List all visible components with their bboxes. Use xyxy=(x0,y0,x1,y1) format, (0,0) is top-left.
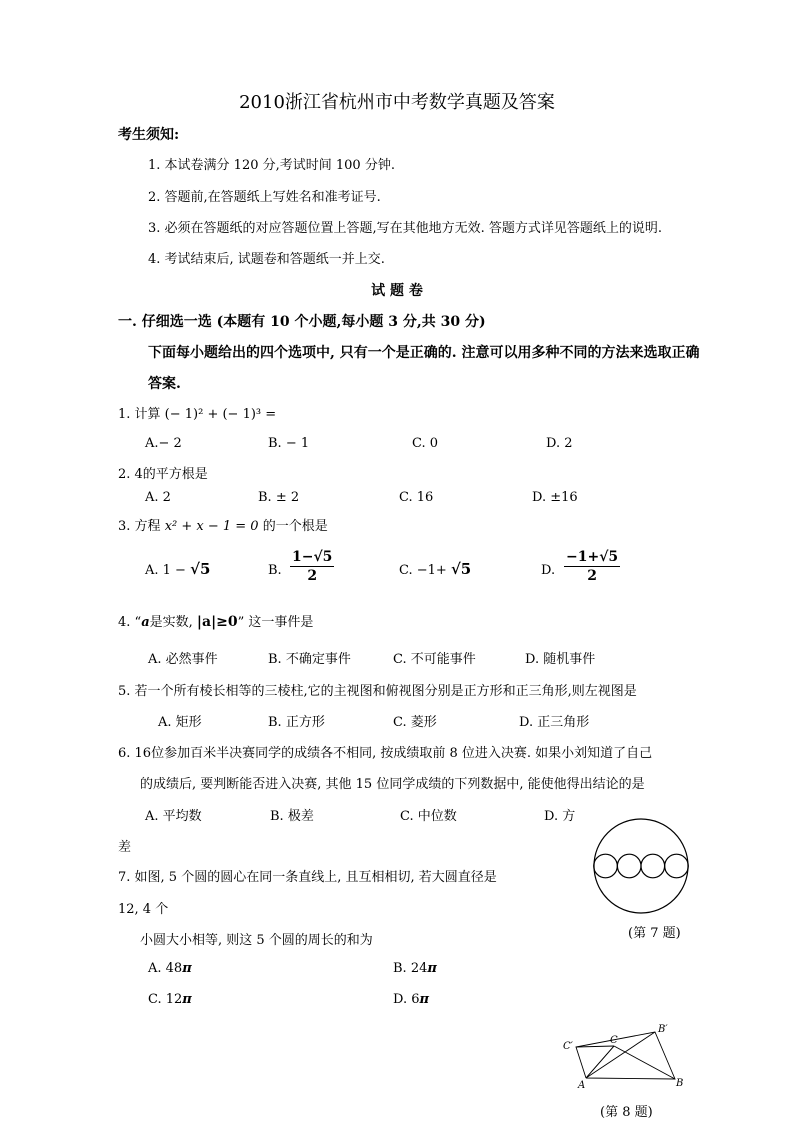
q3-option-c-sqrt: √5 xyxy=(450,560,472,578)
q7-small-circle xyxy=(594,854,618,878)
q7-stem-line1: 7. 如图, 5 个圆的圆心在同一条直线上, 且互相相切, 若大圆直径是 xyxy=(118,870,497,885)
q4-stem-math: |a|≥0 xyxy=(196,614,238,630)
pi-symbol: π xyxy=(427,961,437,976)
q3-option-b-label: B. xyxy=(268,563,282,578)
q8-figure-caption: (第 8 题) xyxy=(600,1105,653,1120)
q7-option-b xyxy=(393,961,437,976)
notice-item-3: 3. 必须在答题纸的对应答题位置上答题,写在其他地方无效. 答题方式详见答题纸上的说明. xyxy=(148,221,663,236)
q7-figure xyxy=(590,818,700,918)
q6-option-b: B. 极差 xyxy=(270,809,314,824)
q3-option-b-denominator: 2 xyxy=(307,568,318,584)
q5-option-c: C. 菱形 xyxy=(393,715,437,730)
q7-option-c xyxy=(148,992,192,1007)
pi-symbol: π xyxy=(182,992,192,1007)
q2-option-b: B. ± 2 xyxy=(258,490,300,505)
q4-stem-prefix: 4. “ xyxy=(118,615,142,630)
q7-stem-line2: 12, 4 个 xyxy=(118,902,169,917)
q6-stem-line2: 的成绩后, 要判断能否进入决赛, 其他 15 位同学成绩的下列数据中, 能使他得出结论的是 xyxy=(140,777,645,792)
q5-option-a: A. 矩形 xyxy=(158,715,202,730)
q4-stem xyxy=(118,611,313,630)
q3-option-b-fraction xyxy=(290,549,334,584)
notice-item-4: 4. 考试结束后, 试题卷和答题纸一并上交. xyxy=(148,252,385,267)
q7-option-d xyxy=(393,992,429,1007)
q3-option-d-denominator: 2 xyxy=(587,568,597,584)
q3-option-d-numerator: −1+√5 xyxy=(566,549,619,565)
q7-option-a xyxy=(148,961,192,976)
q1-option-d: D. 2 xyxy=(546,436,573,451)
q8-figure xyxy=(560,1020,690,1095)
q7-option-c-prefix: C. 12 xyxy=(148,992,183,1007)
q7-small-circle xyxy=(665,854,689,878)
q4-option-d: D. 随机事件 xyxy=(525,652,596,667)
q8-label-b: B xyxy=(676,1078,684,1089)
section-heading: 一. 仔细选一选 (本题有 10 个小题,每小题 3 分,共 30 分) xyxy=(118,314,486,330)
q1-stem: 1. 计算 (− 1)² + (− 1)³ = xyxy=(118,407,277,422)
q4-stem-variable: a xyxy=(141,615,150,630)
q1-option-a: A.− 2 xyxy=(145,436,182,451)
q5-option-d: D. 正三角形 xyxy=(519,715,590,730)
section-instruction-line1: 下面每小题给出的四个选项中, 只有一个是正确的. 注意可以用多种不同的方法来选取正确 xyxy=(148,345,700,361)
q7-small-circle xyxy=(617,854,641,878)
q8-label-c-prime: C′ xyxy=(563,1041,573,1052)
q4-stem-suffix: ” 这一事件是 xyxy=(237,615,314,630)
notice-item-2: 2. 答题前,在答题纸上写姓名和准考证号. xyxy=(148,190,381,205)
q4-stem-mid: 是实数, xyxy=(149,615,193,630)
q1-option-c: C. 0 xyxy=(412,436,439,451)
q3-option-d-fraction xyxy=(564,549,620,584)
q5-stem: 5. 若一个所有棱长相等的三棱柱,它的主视图和俯视图分别是正方形和正三角形,则左视图是 xyxy=(118,684,637,699)
q7-option-d-prefix: D. 6 xyxy=(393,992,420,1007)
q3-option-c-prefix: C. −1+ xyxy=(399,563,447,578)
q3-stem xyxy=(118,515,328,534)
q6-option-d: D. 方 xyxy=(544,809,576,824)
q3-stem-prefix: 3. 方程 xyxy=(118,519,161,534)
notice-heading: 考生须知: xyxy=(118,127,180,143)
q7-option-b-prefix: B. 24 xyxy=(393,961,428,976)
q3-option-b-numerator: 1−√5 xyxy=(292,549,333,565)
q6-option-c: C. 中位数 xyxy=(400,809,457,824)
q2-option-a: A. 2 xyxy=(145,490,171,505)
q2-option-d: D. ±16 xyxy=(532,490,578,505)
page-title: 2010浙江省杭州市中考数学真题及答案 xyxy=(239,92,555,113)
q8-label-b-prime: B′ xyxy=(658,1024,668,1035)
q5-option-b: B. 正方形 xyxy=(268,715,325,730)
q4-option-b: B. 不确定事件 xyxy=(268,652,351,667)
q2-option-c: C. 16 xyxy=(399,490,434,505)
q3-option-a-prefix: A. 1 − xyxy=(145,563,186,578)
q3-stem-equation: x² + x − 1 = 0 xyxy=(164,519,259,534)
pi-symbol: π xyxy=(182,961,192,976)
q7-option-a-prefix: A. 48 xyxy=(148,961,183,976)
q8-label-c: C xyxy=(610,1035,618,1046)
q7-stem-line3: 小圆大小相等, 则这 5 个圆的周长的和为 xyxy=(140,933,373,948)
q3-stem-suffix: 的一个根是 xyxy=(262,519,328,534)
q7-small-circle xyxy=(641,854,665,878)
q3-option-a-sqrt: √5 xyxy=(190,560,211,578)
q6-option-a: A. 平均数 xyxy=(145,809,202,824)
q4-option-c: C. 不可能事件 xyxy=(393,652,476,667)
section-instruction-line2: 答案. xyxy=(148,376,181,392)
q3-option-d-label: D. xyxy=(541,563,556,578)
q3-option-a xyxy=(145,560,210,578)
q7-figure-caption: (第 7 题) xyxy=(628,926,681,941)
q6-option-d-wrap: 差 xyxy=(118,840,132,855)
paper-heading: 试 题 卷 xyxy=(371,283,423,299)
q6-stem-line1: 6. 16位参加百米半决赛同学的成绩各不相同, 按成绩取前 8 位进入决赛. 如果小刘知道了自己 xyxy=(118,746,653,761)
q8-segment-c-b xyxy=(614,1046,675,1079)
q8-label-a: A xyxy=(578,1080,586,1091)
q1-option-b: B. − 1 xyxy=(268,436,310,451)
q4-option-a: A. 必然事件 xyxy=(148,652,218,667)
q3-option-c xyxy=(399,560,471,578)
q2-stem: 2. 4的平方根是 xyxy=(118,467,208,482)
notice-item-1: 1. 本试卷满分 120 分,考试时间 100 分钟. xyxy=(148,158,395,173)
pi-symbol: π xyxy=(419,992,430,1007)
